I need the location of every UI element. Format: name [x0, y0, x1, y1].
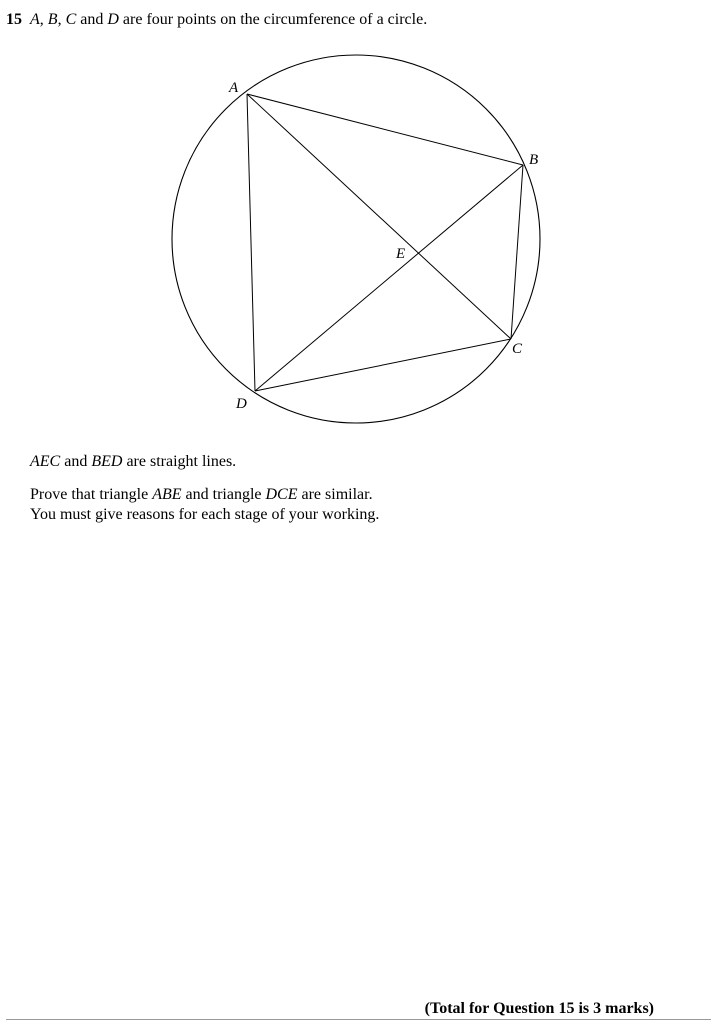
separator-text: and [76, 11, 108, 28]
point-d-text: D [107, 11, 119, 28]
label-d: D [236, 396, 247, 412]
triangle-abe-text: ABE [152, 486, 182, 503]
bottom-rule [6, 1019, 711, 1020]
prove-text: are similar. [297, 486, 373, 503]
chord-cd [255, 339, 511, 391]
point-b-text: B [47, 11, 58, 28]
separator-text: , [39, 11, 48, 28]
circle [172, 55, 540, 423]
statement-text: and [60, 453, 92, 470]
label-a: A [229, 80, 239, 96]
triangle-dce-text: DCE [265, 486, 298, 503]
straight-lines-statement [30, 452, 236, 472]
total-marks: (Total for Question 15 is 3 marks) [424, 1000, 654, 1017]
label-e: E [396, 246, 406, 262]
point-c-text: C [65, 11, 77, 28]
label-b: B [529, 152, 539, 168]
label-c: C [512, 341, 523, 357]
prove-instruction [30, 485, 373, 505]
chord-da [247, 94, 255, 391]
line-aec [247, 94, 511, 339]
line-bed-text: BED [91, 453, 123, 470]
line-aec-text: AEC [30, 453, 61, 470]
circle-diagram [0, 0, 717, 440]
point-a-text: A [30, 11, 40, 28]
prove-text: and triangle [181, 486, 266, 503]
statement-text: are straight lines. [122, 453, 237, 470]
prove-text: Prove that triangle [30, 486, 153, 503]
reasons-instruction: You must give reasons for each stage of your working. [30, 506, 380, 523]
question-number: 15 [6, 11, 22, 28]
intro-text: are four points on the circumference of a circle. [118, 11, 428, 28]
line-bed [255, 165, 523, 391]
chord-bc [511, 165, 523, 339]
separator-text: , [57, 11, 66, 28]
